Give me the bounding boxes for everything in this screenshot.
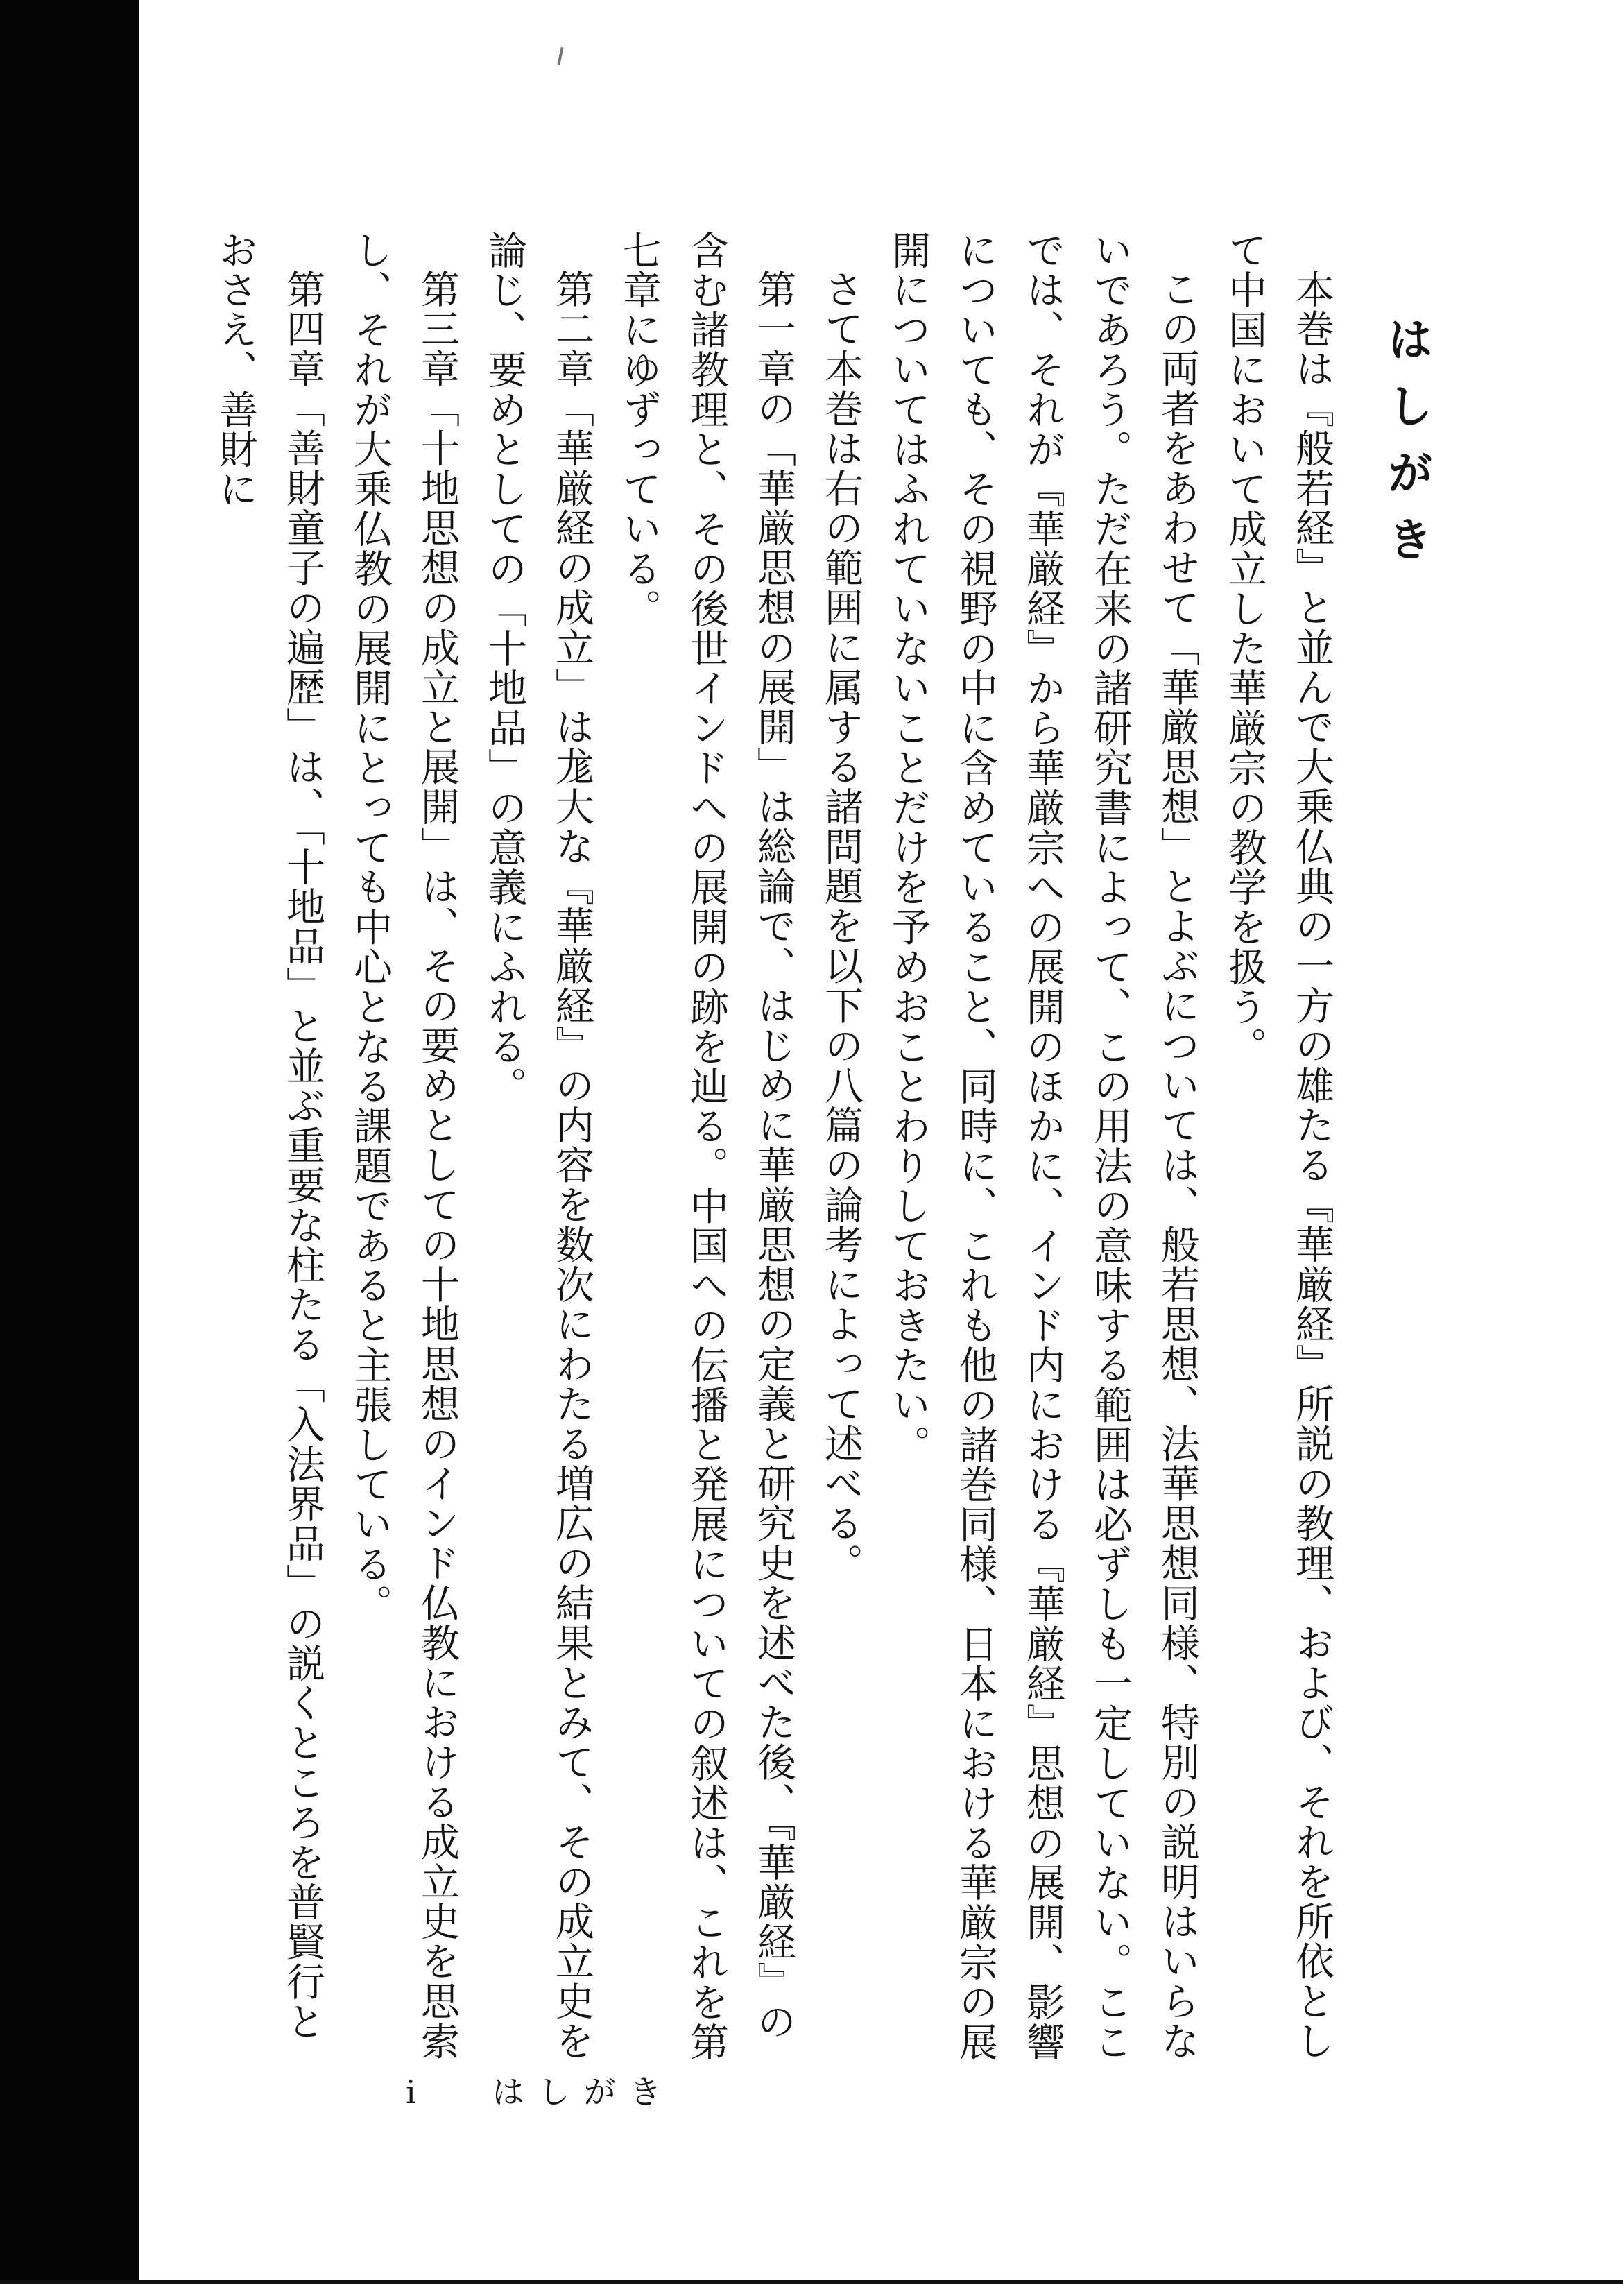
paragraph-2: この両者をあわせて「華厳思想」とよぶについては、般若思想、法華思想同様、特別の説明はいらないであろう。ただ在来の諸研究書によって、この用法の意味する範囲は必ずしも一定していない。ここでは、それが『華厳経』から華厳宗への展開のほかに、インド内における『華厳経』思想の展開、影響についても、その視野の中に含めていること、同時に、これも他の諸巻同様、日本における華厳宗の展開についてはふれていないことだけを予めおことわりしておきたい。 — [886, 230, 1200, 2062]
page-footer — [406, 2067, 676, 2113]
page-title: はしがき — [1380, 316, 1434, 582]
scan-edge-black-bar — [0, 0, 139, 2282]
paragraph-5: 第二章「華厳経の成立」は尨大な『華厳経』の内容を数次にわたる増広の結果とみて、その成立史を論じ、要めとしての「十地品」の意義にふれる。 — [482, 230, 594, 2061]
paragraph-4: 第一章の「華厳思想の展開」は総論で、はじめに華厳思想の定義と研究史を述べた後、『華厳経』の含む諸教理と、その後世インドへの展開の跡を辿る。中国への伝播と発展についての叙述は、これを第七章にゆずっている。 — [617, 230, 796, 2062]
paragraph-3: さて本巻は右の範囲に属する諸問題を以下の八篇の論考によって述べる。 — [818, 269, 864, 1584]
scan-bottom-rule — [0, 2280, 1623, 2284]
paragraph-1: 本巻は『般若経』と並んで大乗仏典の一方の雄たる『華厳経』所説の教理、および、それを所依として中国において成立した華厳宗の教学を扱う。 — [1222, 230, 1334, 2061]
running-title: はしがき — [492, 2073, 676, 2111]
page-number: i — [406, 2073, 416, 2111]
paragraph-6: 第三章「十地思想の成立と展開」は、その要めとしての十地思想のインド仏教における成立史を思索し、それが大乗仏教の展開にとっても中心となる課題であると主張している。 — [347, 230, 460, 2061]
body-text — [202, 230, 1346, 2068]
scan-speck-mark — [557, 47, 563, 65]
paragraph-7: 第四章「善財童子の遍歴」は、「十地品」と並ぶ重要な柱たる「入法界品」の説くところを普賢行とおさえ、善財に — [213, 230, 325, 2041]
